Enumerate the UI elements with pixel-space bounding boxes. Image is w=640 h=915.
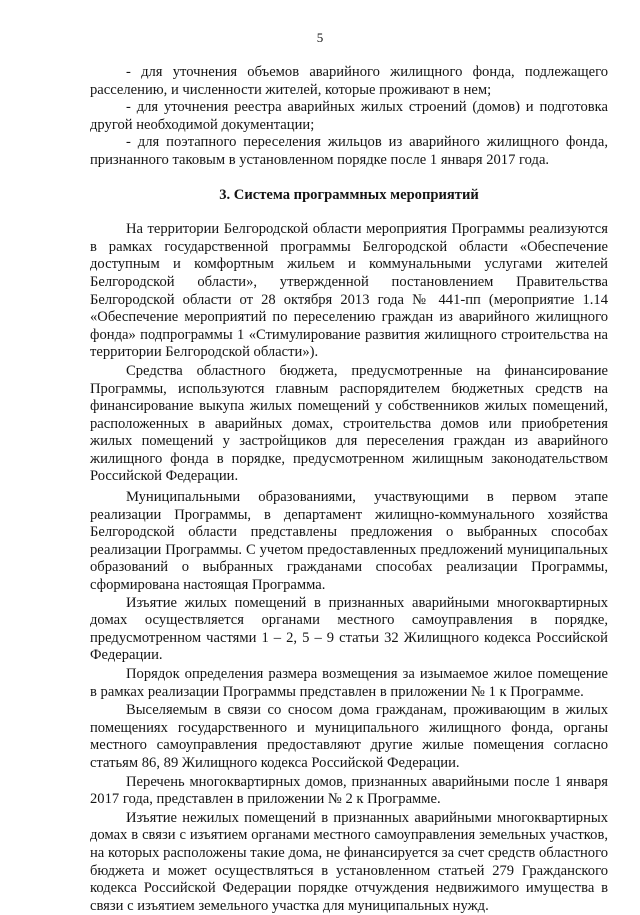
intro-item: - для поэтапного переселения жильцов из аварийного жилищного фонда, признанного таковым в установленном порядке после 1 января 2017 года. bbox=[90, 134, 608, 168]
intro-item: - для уточнения реестра аварийных жилых строений (домов) и подготовка другой необходимой документации; bbox=[90, 99, 608, 133]
body-paragraph: Порядок определения размера возмещения за изымаемое жилое помещение в рамках реализации Программы представлен в приложении № 1 к Программе. bbox=[90, 666, 608, 700]
body-paragraph: На территории Белгородской области мероприятия Программы реализуются в рамках государственной программы Белгородской области «Обеспечение доступным и комфортным жильем и коммунальными услугами жителей Белгородской области», утвержденной постановлением Правительства Белгородской области от 28 октября 2013 года № 441-пп (мероприятие 1.14 «Обеспечение мероприятий по переселению граждан из аварийного жилищного фонда» подпрограммы 1 «Стимулирование развития жилищного строительства на территории Белгородской области»). bbox=[90, 221, 608, 361]
page-number: 5 bbox=[316, 30, 324, 45]
section-title: 3. Система программных мероприятий bbox=[219, 186, 479, 203]
body-paragraph: Муниципальными образованиями, участвующими в первом этапе реализации Программы, в департамент жилищно-коммунального хозяйства Белгородской области представлены предложения о выбранных способах реализации Программы. С учетом предоставленных предложений муниципальных образований о выбранных гражданами способах реализации Программы, сформирована настоящая Программа. bbox=[90, 489, 608, 594]
body-paragraph: Средства областного бюджета, предусмотренные на финансирование Программы, используются главным распорядителем бюджетных средств на финансирование выкупа жилых помещений у собственников жилых помещений, расположенных в аварийных домах, строительства домов или приобретения жилых помещений у застройщиков для переселения граждан из аварийного жилищного фонда в порядке, предусмотренном жилищным законодательством Российской Федерации. bbox=[90, 362, 608, 485]
body-paragraph: Перечень многоквартирных домов, признанных аварийными после 1 января 2017 года, представлен в приложении № 2 к Программе. bbox=[90, 773, 608, 808]
document-body bbox=[90, 64, 608, 915]
body-paragraph: Изъятие жилых помещений в признанных аварийными многоквартирных домах осуществляется органами местного самоуправления в порядке, предусмотренном частями 1 – 2, 5 – 9 статьи 32 Жилищного кодекса Российской Федерации. bbox=[90, 594, 608, 664]
intro-item: - для уточнения объемов аварийного жилищного фонда, подлежащего расселению, и численности жителей, которые проживают в нем; bbox=[90, 64, 608, 98]
body-paragraph: Изъятие нежилых помещений в признанных аварийными многоквартирных домах в связи с изъятием органами местного самоуправления земельных участков, на которых расположены такие дома, не финансируется за счет средств областного бюджета и может осуществляться в установленном статьей 279 Гражданского кодекса Российской Федерации порядке отчуждения недвижимого имущества в связи с изъятием земельного участка для муниципальных нужд. bbox=[90, 809, 608, 914]
body-paragraph: Выселяемым в связи со сносом дома гражданам, проживающим в жилых помещениях государственного и муниципального жилищного фонда, органы местного самоуправления предоставляют другие жилые помещения согласно статьям 86, 89 Жилищного кодекса Российской Федерации. bbox=[90, 702, 608, 771]
